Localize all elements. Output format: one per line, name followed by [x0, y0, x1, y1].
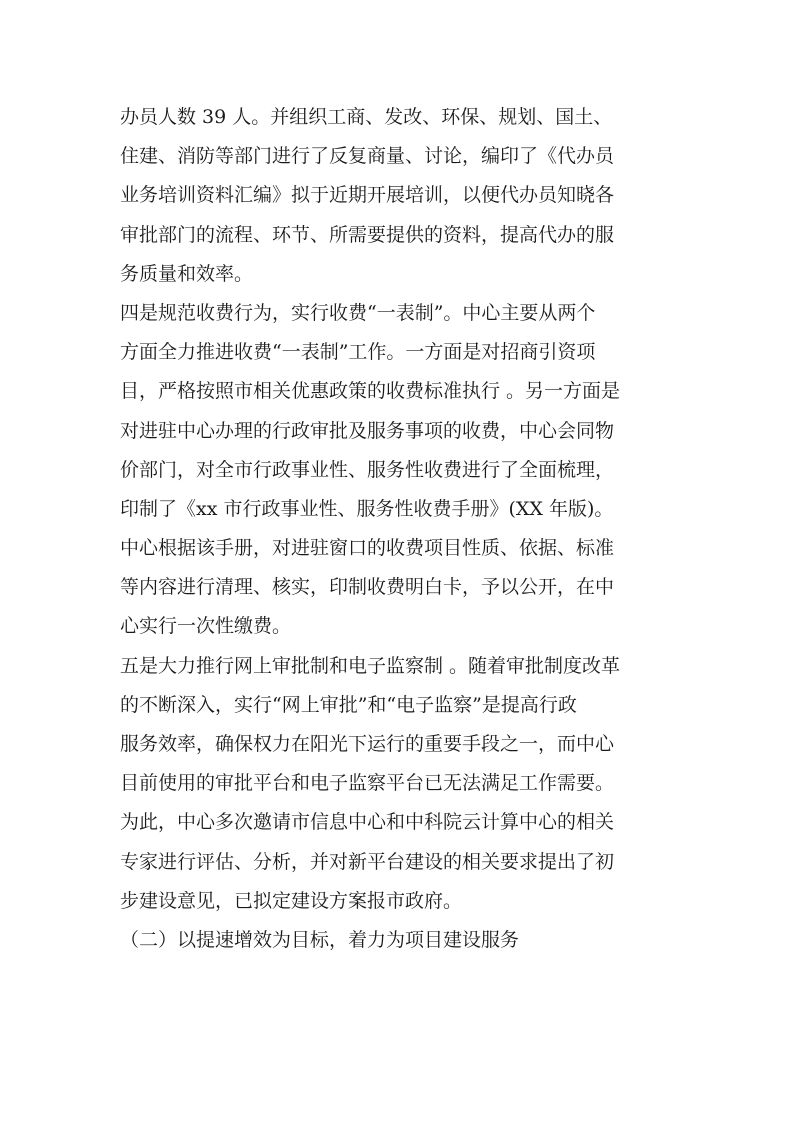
text-line: 目，严格按照市相关优惠政策的收费标准执行 。另一方面是	[120, 380, 621, 403]
text-line: 住建、消防等部门进行了反复商量、讨论，编印了《代办员	[120, 145, 615, 168]
text-line: 四是规范收费行为，实行收费“一表制”。中心主要从两个	[120, 301, 596, 324]
section-heading: （二）以提速增效为目标，着力为项目建设服务	[120, 928, 520, 951]
text-line: 中心根据该手册，对进驻窗口的收费项目性质、依据、标准	[120, 537, 615, 560]
text-line: 业务培训资料汇编》拟于近期开展培训，以便代办员知晓各	[120, 184, 615, 207]
text-line: 印制了《xx 市行政事业性、服务性收费手册》(XX 年版)。	[120, 497, 614, 520]
text-line: 价部门，对全市行政事业性、服务性收费进行了全面梳理，	[120, 458, 615, 481]
body-text	[120, 98, 690, 960]
text-line: 服务效率，确保权力在阳光下运行的重要手段之一，而中心	[120, 733, 615, 755]
text-line: 步建设意见，已拟定建设方案报市政府。	[120, 889, 463, 912]
text-line: 审批部门的流程、环节、所需要提供的资料，提高代办的服	[120, 223, 615, 246]
text-line: 方面全力推进收费“一表制”工作。一方面是对招商引资项	[120, 341, 596, 364]
text-line: 五是大力推行网上审批制和电子监察制 。随着审批制度改革	[120, 654, 621, 677]
text-line: 的不断深入，实行“网上审批”和“电子监察”是提高行政	[120, 693, 577, 716]
text-line: 心实行一次性缴费。	[120, 615, 292, 638]
text-line: 务质量和效率。	[120, 262, 254, 285]
text-line: 为此，中心多次邀请市信息中心和中科院云计算中心的相关	[120, 811, 615, 834]
text-line: 目前使用的审批平台和电子监察平台已无法满足工作需要。	[120, 772, 615, 795]
text-line: 专家进行评估、分析，并对新平台建设的相关要求提出了初	[120, 850, 615, 873]
text-line: 对进驻中心办理的行政审批及服务事项的收费，中心会同物	[120, 419, 615, 442]
text-line: 办员人数 39 人。并组织工商、发改、环保、规划、国土、	[120, 106, 613, 128]
text-line: 等内容进行清理、核实，印制收费明白卡，予以公开，在中	[120, 576, 615, 599]
